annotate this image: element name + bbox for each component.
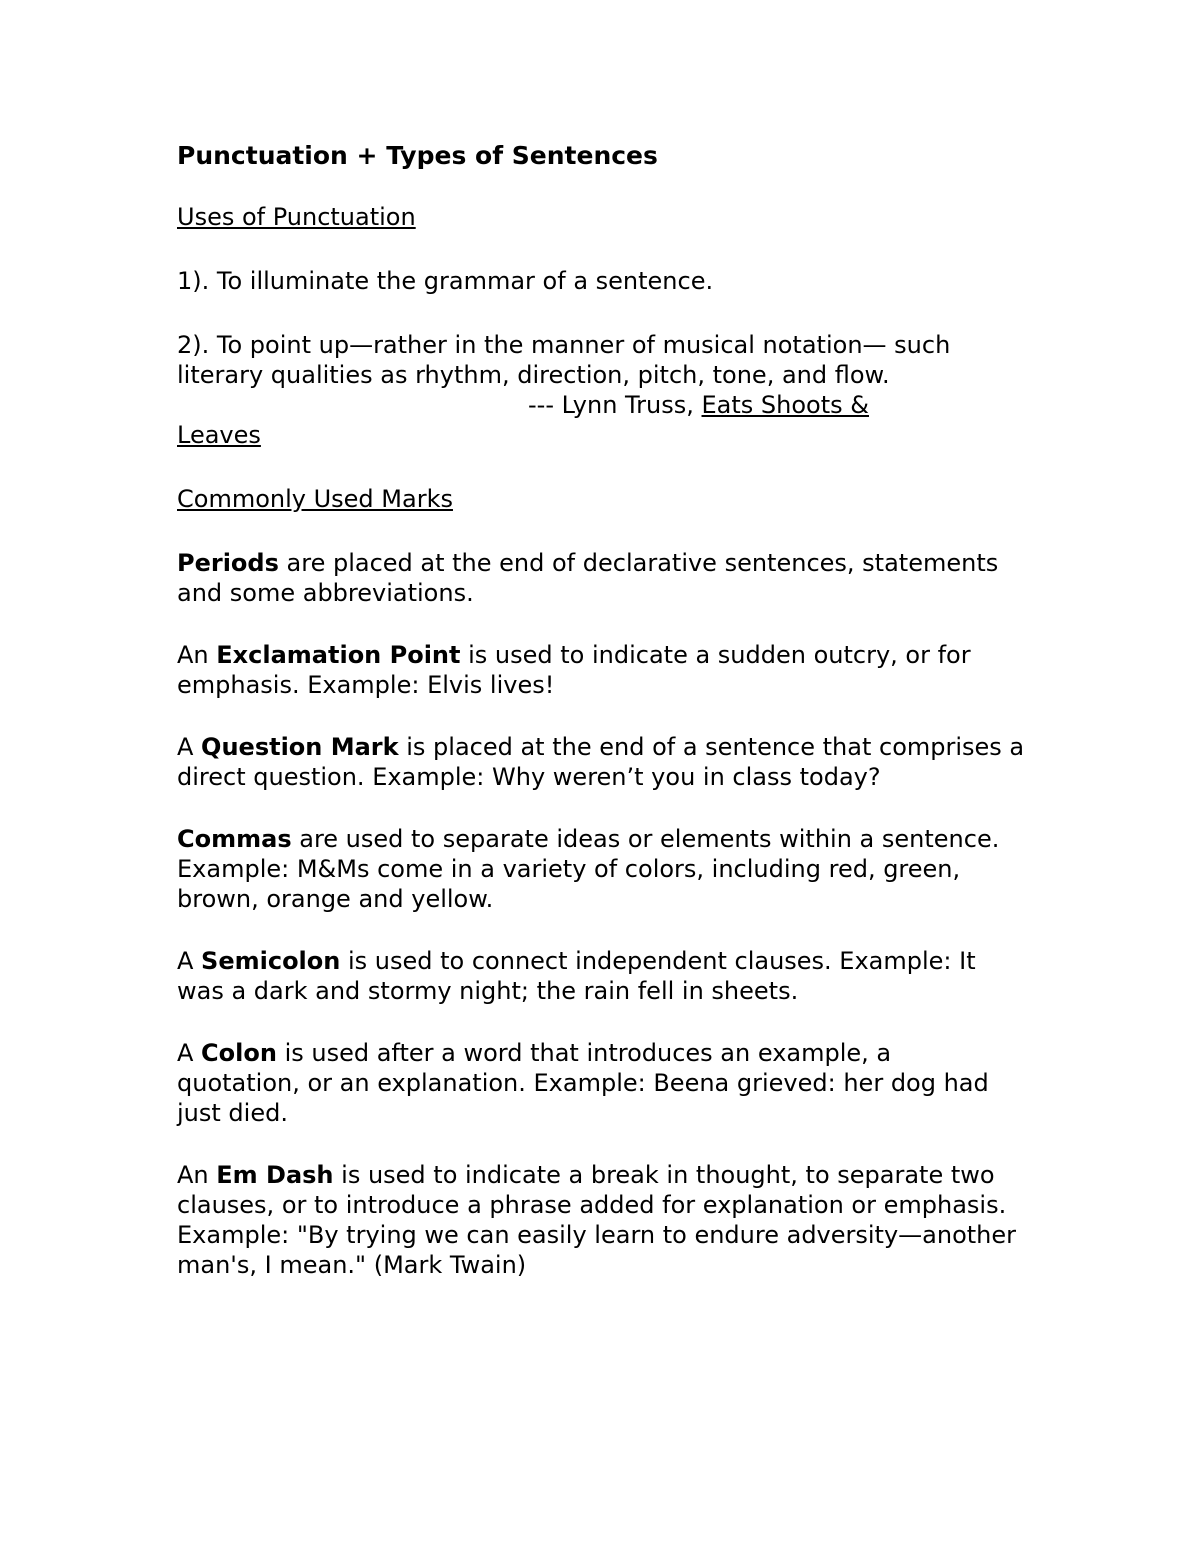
document-page	[177, 138, 1037, 1280]
attribution-line2	[177, 420, 1037, 450]
mark-lead: An	[177, 641, 217, 669]
use-item-1: 1). To illuminate the grammar of a sentence.	[177, 267, 714, 295]
spacer	[177, 1128, 1037, 1160]
mark-text: is used to indicate a break in thought, to separate two clauses, or to introduce a phrase added for explanation or emphasis. Example: "By trying we can easily learn to endure adversity—another man's, I mean." (Mark Twain)	[177, 1161, 1017, 1279]
mark-text: are used to separate ideas or elements within a sentence. Example: M&Ms come in a variety of colors, including red, green, brown, orange and yellow.	[177, 825, 1000, 913]
spacer	[177, 792, 1037, 824]
attribution-prefix: --- Lynn Truss,	[528, 391, 702, 419]
spacer	[177, 608, 1037, 640]
spacer	[177, 232, 1037, 266]
mark-text: is used to connect independent clauses. Example: It was a dark and stormy night; the rain fell in sheets.	[177, 947, 976, 1005]
spacer	[177, 296, 1037, 330]
mark-colon	[177, 1038, 997, 1128]
use-item-2: 2). To point up—rather in the manner of musical notation— such literary qualities as rhythm, direction, pitch, tone, and flow.	[177, 331, 951, 389]
spacer	[177, 450, 1037, 484]
spacer	[177, 914, 1037, 946]
mark-semicolon	[177, 946, 1007, 1006]
mark-term: Periods	[177, 549, 279, 577]
mark-lead: A	[177, 1039, 202, 1067]
attribution	[177, 390, 1037, 420]
spacer	[177, 1006, 1037, 1038]
mark-text: is used after a word that introduces an example, a quotation, or an explanation. Example: Beena grieved: her dog had just died.	[177, 1039, 989, 1127]
mark-term: Question Mark	[201, 733, 399, 761]
mark-term: Semicolon	[201, 947, 341, 975]
mark-text: are placed at the end of declarative sentences, statements and some abbreviations.	[177, 549, 999, 607]
spacer	[177, 700, 1037, 732]
mark-question-mark	[177, 732, 1037, 792]
mark-term: Commas	[177, 825, 292, 853]
mark-text: is placed at the end of a sentence that comprises a direct question. Example: Why weren’t you in class today?	[177, 733, 1025, 791]
mark-periods	[177, 548, 1007, 608]
book-title-part1: Eats Shoots &	[701, 391, 869, 419]
page-title: Punctuation + Types of Sentences	[177, 141, 658, 170]
mark-lead: A	[177, 733, 202, 761]
mark-exclamation-point	[177, 640, 1017, 700]
mark-em-dash	[177, 1160, 1027, 1280]
mark-term: Em Dash	[216, 1161, 334, 1189]
marks-heading: Commonly Used Marks	[177, 485, 453, 513]
mark-commas	[177, 824, 1017, 914]
spacer	[177, 174, 1037, 202]
book-title-part2: Leaves	[177, 421, 261, 449]
mark-lead: An	[177, 1161, 217, 1189]
uses-heading: Uses of Punctuation	[177, 203, 416, 231]
mark-lead: A	[177, 947, 202, 975]
mark-text: is used to indicate a sudden outcry, or for emphasis. Example: Elvis lives!	[177, 641, 971, 699]
spacer	[177, 514, 1037, 548]
mark-term: Colon	[201, 1039, 277, 1067]
mark-term: Exclamation Point	[216, 641, 461, 669]
